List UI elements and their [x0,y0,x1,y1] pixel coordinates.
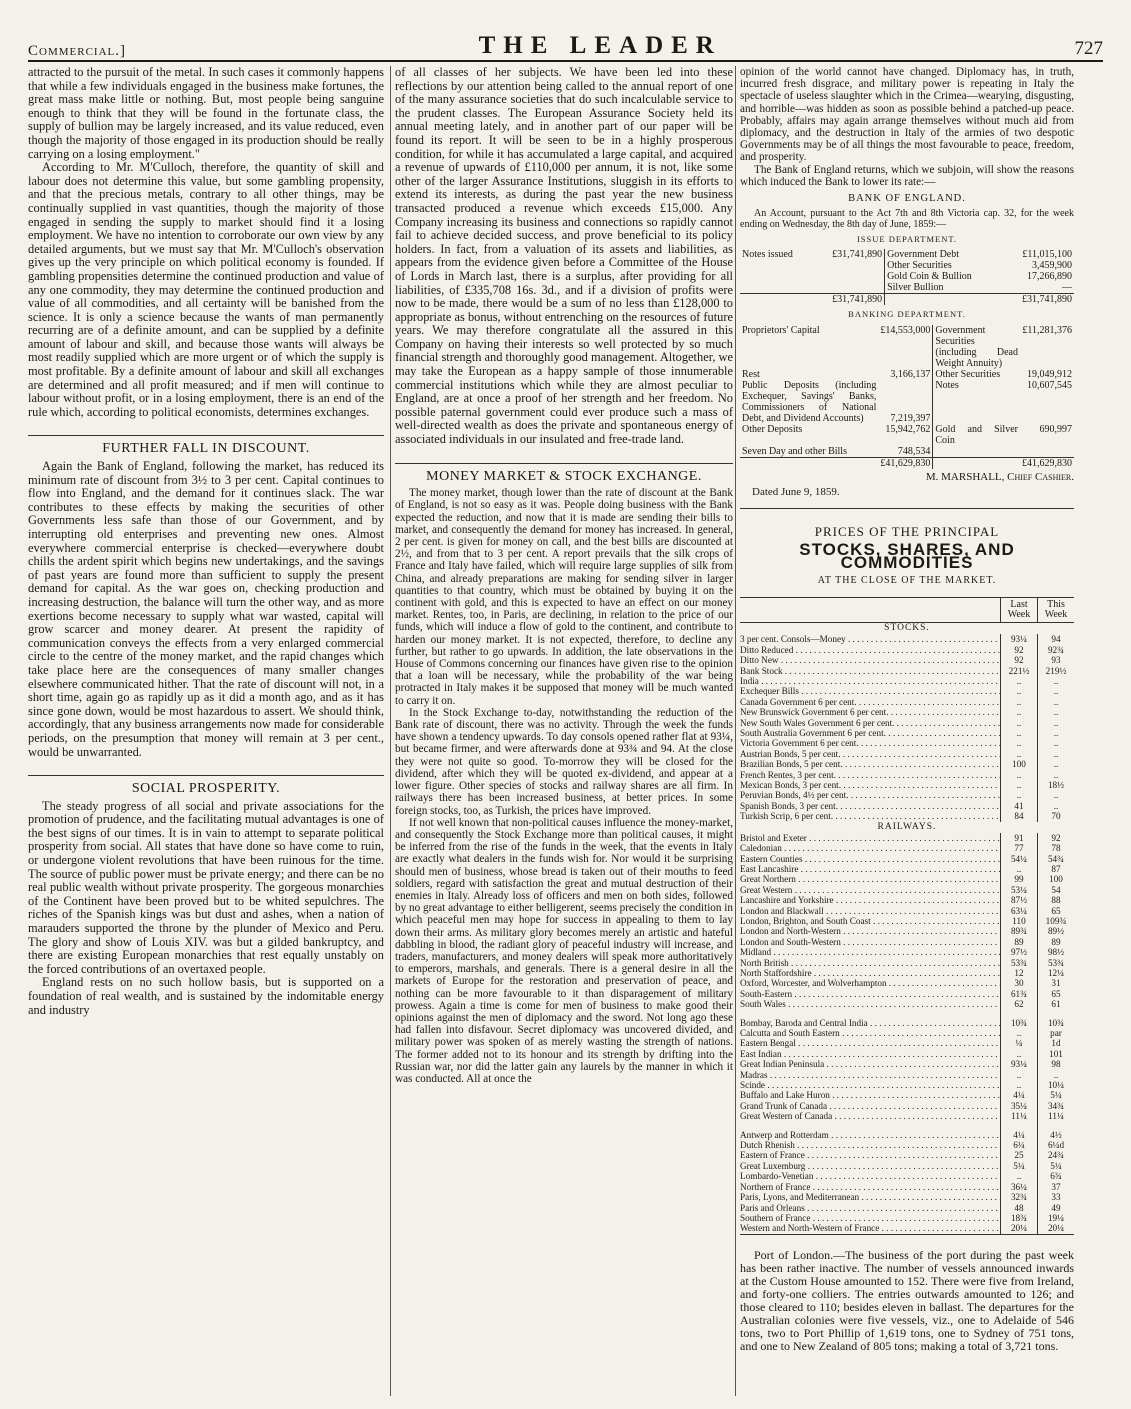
stock-name: French Rentes, 3 per cent. . . . [740,770,1000,780]
last-week-price: 4¼ [1000,1090,1037,1100]
last-week-price: .. [1000,790,1037,800]
last-week-price: .. [1000,676,1037,686]
last-week-price: 30 [1000,978,1037,988]
last-week-price: 84 [1000,811,1037,821]
issue-department-title: ISSUE DEPARTMENT. [856,233,958,244]
stock-row [740,676,1074,686]
issue-right-value: — [1062,282,1072,294]
heading-social-prosperity: SOCIAL PROSPERITY. [28,775,384,796]
bank-intro: An Account, pursuant to the Act 7th and 8th Victoria cap. 32, for the week ending on Wednesday, the 8th day of June, 1859:— [740,207,1074,230]
stock-name: London and South-Western . . . [740,937,1000,947]
section-label: Commercial.] [28,43,126,59]
banking-left-label: Public Deposits (including Exchequer, Savings' Banks, Commissioners of National Debt, and Dividend Accounts) [742,379,877,424]
last-week-price: 5¼ [1000,1161,1037,1171]
stock-row [740,790,1074,800]
last-week-price: .. [1000,697,1037,707]
railways-rows-colonial [740,1018,1074,1122]
stock-name: Southern of France . . . [740,1213,1000,1223]
paragraph: England rests on no such hollow basis, but is supported on a foundation of real wealth, and is sustained by the indomitable energy and industry [28,975,384,1017]
issue-right-label: Government Debt [885,249,1003,260]
stock-name: Grand Trunk of Canada . . . [740,1101,1000,1111]
last-week-price: 54¼ [1000,854,1037,864]
last-week-price: 20¼ [1000,1223,1037,1233]
banking-right-label: Notes [933,380,1020,424]
railways-group-title: RAILWAYS. [877,821,937,832]
stock-row [740,1070,1074,1080]
paragraph: According to Mr. M'Culloch, therefore, the quantity of skill and labour does not determine this value, but some gambling propensity, and that the precious metals, contrary to all other things, may be continually supplied in vast quantities, though the majority of those engaged in sending the supply to market should find it a losing employment. We have no intention to corroborate our own view by any detailed arguments, but we must say that Mr. M'Culloch's observation gives up the very principle on which political economy is founded. If gambling propensities determine the continued production and value of any one commodity, they may determine the continued production and value of all commodities, and all certainty will be banished from the science. It is only a science because the wants of man permanently recurring are of a definite amount, and can be supplied by a definite amount of labour and skill, and because those wants will always be most readily supplied which are more urgent or of which the supply is most profitable. By a definite amount of labour and skill all exchanges are determined and all profit measured; and if men will continue to labour without profit, or in a losing employment, there is an end of the rule which, according to political economists, determines exchanges. [28,160,384,419]
stock-row [740,655,1074,665]
column-2 [390,66,733,1396]
issue-total-left: £31,741,890 [813,294,885,306]
stock-row [740,895,1074,905]
this-week-price: .. [1037,770,1074,780]
this-week-price: 4½ [1037,1130,1074,1140]
last-week-price: 221½ [1000,666,1037,676]
banking-right-label: Government Securities (including Dead Weight Annuity) [933,325,1020,369]
masthead-title: THE LEADER [478,32,722,59]
stock-name: Great Indian Peninsula . . . [740,1059,1000,1069]
page-number: 727 [1074,38,1103,59]
stock-name: London and North-Western . . . [740,926,1000,936]
banking-left-value: 748,534 [897,445,931,457]
stock-name: Ditto Reduced . . . [740,645,1000,655]
stock-row [740,999,1074,1009]
last-week-price: ¼ [1000,1038,1037,1048]
last-week-price: 77 [1000,843,1037,853]
this-week-price: 92 [1037,833,1074,843]
stock-name: Bristol and Exeter . . . [740,833,1000,843]
stock-row [740,1150,1074,1160]
stock-name: India . . . [740,676,1000,686]
stock-row [740,697,1074,707]
stock-name: Buffalo and Lake Huron . . . [740,1090,1000,1100]
last-week-price: 99 [1000,874,1037,884]
this-week-price: 1d [1037,1038,1074,1048]
banking-left-value: 15,942,762 [885,423,931,435]
issue-total-right: £31,741,890 [1003,294,1074,306]
stock-name: Great Western . . . [740,885,1000,895]
stock-name: Lombardo-Venetian . . . [740,1171,1000,1181]
heading-money-market: MONEY MARKET & STOCK EXCHANGE. [395,463,733,484]
this-week-price: 92¾ [1037,645,1074,655]
notes-value: £31,741,890 [832,249,883,261]
stock-name: South Australia Government 6 per cent. . . . [740,728,1000,738]
stock-name: Antwerp and Rotterdam . . . [740,1130,1000,1140]
dated-line: Dated June 9, 1859. [752,486,840,499]
last-week-price: 110 [1000,916,1037,926]
this-week-price: 87 [1037,864,1074,874]
this-week-price: 18½ [1037,780,1074,790]
stock-row [740,634,1074,644]
issue-right-value: £11,015,100 [1022,249,1072,261]
this-week-price: 33 [1037,1192,1074,1202]
stock-name: Exchequer Bills . . . [740,686,1000,696]
heading-discount: FURTHER FALL IN DISCOUNT. [28,435,384,456]
stock-name: Calcutta and South Eastern . . . [740,1028,1000,1038]
paragraph: attracted to the pursuit of the metal. In such cases it commonly happens that while a few individuals engaged in the business make fortunes, the great mass make little or nothing. But, most people being sanguine enough to think that they will be found in the fortunate class, the supply of bullion may be largely increased, and its value reduced, even though the majority of those engaged in its production should be really carrying on a losing employment." [28,66,384,161]
issue-right-label: Other Securities [885,260,1003,271]
stock-name: London, Brighton, and South Coast . . . [740,916,1000,926]
stock-name: Austrian Bonds, 5 per cent. . . . [740,749,1000,759]
this-week-price: .. [1037,728,1074,738]
stock-name: London and Blackwall . . . [740,906,1000,916]
this-week-price: 6¾ [1037,1171,1074,1181]
last-week-price: 100 [1000,759,1037,769]
railways-rows-uk [740,833,1074,1010]
stock-name: Bank Stock . . . [740,666,1000,676]
this-week-price: 54¾ [1037,854,1074,864]
stock-row [740,759,1074,769]
this-week-price: 93 [1037,655,1074,665]
stock-row [740,1223,1074,1233]
last-week-price: 12 [1000,968,1037,978]
stock-name: Paris and Orleans . . . [740,1203,1000,1213]
stock-row [740,1090,1074,1100]
banking-left-label: Other Deposits [742,423,803,435]
stock-row [740,718,1074,728]
last-week-price: 91 [1000,833,1037,843]
last-week-price: 53¼ [1000,885,1037,895]
last-week-price: 48 [1000,1203,1037,1213]
stock-row [740,770,1074,780]
this-week-price: 5¼ [1037,1161,1074,1171]
stock-name: Madras . . . [740,1070,1000,1080]
banking-right-label: Gold and Silver Coin [933,424,1020,446]
banking-right-label: Other Securities [933,369,1020,380]
last-week-price: .. [1000,749,1037,759]
stock-row [740,1140,1074,1150]
banking-right-value: 10,607,545 [1027,379,1072,391]
stock-row [740,926,1074,936]
this-week-price: 70 [1037,811,1074,821]
last-week-price: 92 [1000,645,1037,655]
this-week-price: 6¼d [1037,1140,1074,1150]
this-week-price: 19¼ [1037,1213,1074,1223]
stock-name: North Staffordshire . . . [740,968,1000,978]
stock-row [740,1171,1074,1181]
column-1 [28,66,384,1396]
stock-name: North British . . . [740,958,1000,968]
stock-name: New Brunswick Government 6 per cent. . . . [740,707,1000,717]
banking-right-value: 690,997 [1039,423,1072,435]
this-week-price: 34¾ [1037,1101,1074,1111]
stock-row [740,833,1074,843]
this-week-price: 24¾ [1037,1150,1074,1160]
stock-row [740,1213,1074,1223]
last-week-price: .. [1000,1070,1037,1080]
last-week-price: 35¼ [1000,1101,1037,1111]
stock-row [740,864,1074,874]
stock-table [740,597,1074,1234]
this-week-price: .. [1037,1070,1074,1080]
stock-name: New South Wales Government 6 per cent. . . . [740,718,1000,728]
stock-row [740,1161,1074,1171]
this-week-price: 61 [1037,999,1074,1009]
stocks-title: STOCKS, SHARES, AND COMMODITIES [799,539,1015,573]
stock-row [740,666,1074,676]
stock-name: Brazilian Bonds, 5 per cent. . . . [740,759,1000,769]
last-week-price: .. [1000,1028,1037,1038]
banking-left-value: 7,219,397 [890,412,931,424]
column-3 [735,66,1074,1396]
banking-total-left: £41,629,830 [878,457,933,469]
stock-table-header [740,597,1074,623]
this-week-price: 89 [1037,937,1074,947]
last-week-price: .. [1000,686,1037,696]
paragraph: of all classes of her subjects. We have been led into these reflections by our attention being called to the annual report of one of the many assurance societies that do such incalculable service to the prudent classes. The European Assurance Society held its annual meeting lately, and in another part of our paper will be found its report. It will be seen to be in a highly prosperous condition, for while it has accumulated a large capital, and acquired a revenue of upwards of £110,000 per annum, it is not, like some other of the larger Assurance Institutions, sluggish in its efforts to extend its interests, as during the past year the new business transacted produced a revenue which exceeds £15,000. Any Company increasing its business and connections so rapidly cannot fail to achieve decided success, and prove beneficial to its policy holders. In fact, from a valuation of its assets and liabilities, as appears from the evidence given before a Committee of the House of Lords in March last, there is a surplus, after providing for all liabilities, of £335,708 16s. 3d., and if a division of profits were now to be made, there would be a sum of no less than £128,000 to appropriate as bonus, without entrenching on the resources of future years. We may therefore congratulate all the assured in this Company on having their interests so well protected by so much financial strength and thoroughly good management. Altogether, we may take the European as a happy sample of those innumerable commercial institutions which while they are almost peculiar to England, are at once a proof of her strength and her freedom. No possible paternal government could ever produce such a mass of well-directed wealth as does the private and spontaneous energy of associated individuals in our insulated and free-trade land. [395,66,733,447]
issue-right-label: Gold Coin & Bullion [885,271,1003,282]
railways-rows-foreign [740,1130,1074,1234]
last-week-price: 25 [1000,1150,1037,1160]
last-week-price: .. [1000,1080,1037,1090]
banking-department-table [740,325,1074,469]
banking-right-value: £11,281,376 [1022,324,1072,336]
stock-row [740,885,1074,895]
last-week-price: 62 [1000,999,1037,1009]
stock-row [740,1111,1074,1121]
stock-name: Dutch Rhenish . . . [740,1140,1000,1150]
last-week-price: 93¼ [1000,634,1037,644]
last-week-price: 63¼ [1000,906,1037,916]
stock-name: Eastern of France . . . [740,1150,1000,1160]
stock-row [740,1101,1074,1111]
stock-row [740,1028,1074,1038]
stock-name: Victoria Government 6 per cent. . . . [740,738,1000,748]
this-week-price: 101 [1037,1049,1074,1059]
stock-name: East Indian . . . [740,1049,1000,1059]
stock-row [740,645,1074,655]
stock-row [740,1059,1074,1069]
last-week-price: 6¼ [1000,1140,1037,1150]
last-week-price: 36¼ [1000,1182,1037,1192]
notes-label: Notes issued [742,249,793,261]
last-week-price: .. [1000,707,1037,717]
paragraph: Again the Bank of England, following the market, has reduced its minimum rate of discount from 3½ to 3 per cent. Capital continues to flow into England, and the demand for it continues slack. The war contributes to these effects by making the securities of other Governments less safe than those of our Government, and by interrupting old enterprises and preventing new ones. Almost everywhere commercial enterprise is checked—everywhere doubt chills the ardent spirit which begins new undertakings, and the savings of past years are found more than sufficient to supply the present demand for capital. As the war goes on, checking production and increasing destruction, the balance will turn the other way, and as more exertions become necessary to supply what war wasted, capital will grow scarcer and money dearer. At present the rapidity of communication conveys the effects from a very enlarged commercial circle to the centre of the money market, and the rapid changes which take place here are the consequences of many smaller changes elsewhere communicated hither. That the rate of discount will not, in a short time, again go as rapidly up as it did a month ago, and as it has since gone down, would be most hazardous to assert. We should think, accordingly, that any business arrangements now made for considerable periods, on the presumption that money will remain at 3 per cent., would be unwarranted. [28,459,384,759]
this-week-price: 98½ [1037,947,1074,957]
stock-row [740,978,1074,988]
stock-row [740,843,1074,853]
this-week-price: 31 [1037,978,1074,988]
this-week-price: 10¼ [1037,1080,1074,1090]
this-week-price: 12¼ [1037,968,1074,978]
last-week-price: .. [1000,1171,1037,1181]
banking-department-title: BANKING DEPARTMENT. [848,309,966,320]
paragraph: The Bank of England returns, which we subjoin, will show the reasons which induced the Bank to lower its rate:— [740,163,1074,188]
stock-row [740,738,1074,748]
last-week-price: 89 [1000,937,1037,947]
page-header [28,30,1103,62]
stock-name: Eastern Bengal . . . [740,1038,1000,1048]
last-week-price: 97½ [1000,947,1037,957]
this-week-header: This Week [1037,598,1074,622]
last-week-price: 53¾ [1000,958,1037,968]
cashier-signature: M. MARSHALL, Chief Cashier. [925,470,1074,483]
stock-row [740,968,1074,978]
this-week-price: 65 [1037,906,1074,916]
stock-name: Mexican Bonds, 3 per cent. . . . [740,780,1000,790]
this-week-price: 11¼ [1037,1111,1074,1121]
close-of-market-title: AT THE CLOSE OF THE MARKET. [817,574,997,586]
banking-total-right: £41,629,830 [1020,457,1074,469]
this-week-price: 49 [1037,1203,1074,1213]
issue-right-value: 3,459,900 [1032,260,1072,272]
this-week-price: 78 [1037,843,1074,853]
this-week-price: 88 [1037,895,1074,905]
stock-row [740,937,1074,947]
this-week-price: .. [1037,686,1074,696]
stock-row [740,749,1074,759]
last-week-price: 87½ [1000,895,1037,905]
stock-row [740,780,1074,790]
last-week-price: .. [1000,718,1037,728]
stock-row [740,958,1074,968]
stocks-group-title: STOCKS. [884,623,930,634]
this-week-price: .. [1037,759,1074,769]
stock-row [740,1182,1074,1192]
bank-title: BANK OF ENGLAND. [848,193,966,205]
paragraph: opinion of the world cannot have changed. Diplomacy has, in truth, incurred fresh disgrace, and military power is repeating in Italy the spectacle of useless slaughter which in the Crimea—wearying, disgusting, and horrible—was hidden as soon as possible behind a patched-up peace. Probably, affairs may again arrange themselves without much aid from diplomacy, and the destruction in Italy of the armies of two despotic Governments may be of all things the most favourable to peace, freedom, and prosperity. [740,66,1074,164]
stock-row [740,916,1074,926]
last-week-header: Last Week [1000,598,1037,622]
this-week-price: 54 [1037,885,1074,895]
last-week-price: 32¾ [1000,1192,1037,1202]
stock-name: Western and North-Western of France . . . [740,1223,1000,1233]
last-week-price: .. [1000,780,1037,790]
stocks-rows [740,634,1074,821]
this-week-price: .. [1037,801,1074,811]
stock-name: Caledonian . . . [740,843,1000,853]
banking-left-label: Seven Day and other Bills [742,445,847,457]
last-week-price: .. [1000,738,1037,748]
this-week-price: .. [1037,707,1074,717]
this-week-price: 53¾ [1037,958,1074,968]
last-week-price: 4¼ [1000,1130,1037,1140]
stock-row [740,1130,1074,1140]
stock-name: Midland . . . [740,947,1000,957]
stock-name: Turkish Scrip, 6 per cent. . . . [740,811,1000,821]
last-week-price: 10¾ [1000,1018,1037,1028]
this-week-price: 100 [1037,874,1074,884]
last-week-price: .. [1000,728,1037,738]
stock-name: Scinde . . . [740,1080,1000,1090]
last-week-price: 93¼ [1000,1059,1037,1069]
stock-row [740,1038,1074,1048]
this-week-price: .. [1037,738,1074,748]
this-week-price: 89½ [1037,926,1074,936]
stock-name: Lancashire and Yorkshire . . . [740,895,1000,905]
issue-right-label: Silver Bullion [885,282,1003,294]
this-week-price: 10¾ [1037,1018,1074,1028]
stock-row [740,947,1074,957]
paragraph-port-of-london: Port of London.—The business of the port during the past week has been rather inactive. The number of vessels announced inwards at the Custom House amounted to 152. There were five from Ireland, and forty-one colliers. The entries outwards amounted to 126; and those cleared to 110; besides eleven in ballast. The departures for the Australian colonies were five vessels, viz., one to Adelaide of 546 tons, two to Port Phillip of 1,619 tons, one to Sydney of 751 tons, and one to New Zealand of 805 tons; making a total of 3,721 tons. [740,1247,1074,1353]
stock-row [740,707,1074,717]
stock-name: East Lancashire . . . [740,864,1000,874]
stock-name: Eastern Counties . . . [740,854,1000,864]
stock-name: Bombay, Baroda and Central India . . . [740,1018,1000,1028]
last-week-price: .. [1000,864,1037,874]
last-week-price: 92 [1000,655,1037,665]
stock-name: Peruvian Bonds, 4½ per cent. . . . [740,790,1000,800]
this-week-price: 219½ [1037,666,1074,676]
this-week-price: .. [1037,749,1074,759]
this-week-price: .. [1037,676,1074,686]
stock-name: Great Western of Canada . . . [740,1111,1000,1121]
this-week-price: 98 [1037,1059,1074,1069]
stock-row [740,1203,1074,1213]
stock-name: Ditto New . . . [740,655,1000,665]
last-week-price: 61¾ [1000,989,1037,999]
banking-left-label: Proprietors' Capital [742,324,820,336]
last-week-price: 18¾ [1000,1213,1037,1223]
stock-name: Paris, Lyons, and Mediterranean . . . [740,1192,1000,1202]
stock-row [740,874,1074,884]
stock-row [740,728,1074,738]
stock-row [740,686,1074,696]
paragraph: If not well known that non-political causes influence the money-market, and consequently the Stock Exchange more than political causes, it might be inferred from the rise of the funds in the week, that the events in Italy are exactly what dealers in the funds wish for. Nor would it be surprising should men of business, whose bread is taken out of their mouths to feed soldiers, regard with satisfaction the great and mutual destruction of their enemies in Italy. Already loss of officers and men on both sides, followed by no great advantage to either belligerent, seems precisely the condition in which peaceful men may hope for success in appealing to them to lay down their arms. As military glory becomes merely an artistic and hateful dabbling in blood, the radiant glory of peaceful industry will increase, and traders, manufacturers, and money dealers will speak more authoritatively to emperors, marshals, and generals. There is a general desire in all the markets of Europe for the restoration and preservation of peace, and nothing can be more favourable to it than disparagement of military prowess. Again a time is come for men of business to make good their opinions against the men of diplomacy and the sword. Not long ago these had fallen into disfavour. Secret diplomacy was uncovered divided, and military power was spoken of as merely wasting the strength of nations. The former added not to its honour and its strength by drifting into the Russian war, nor did the latter gain any laurels by the manner in which it was conducted. All at once the [395,816,733,1085]
stock-row [740,811,1074,821]
last-week-price: 11¼ [1000,1111,1037,1121]
banking-right-value: 19,049,912 [1027,368,1072,380]
stock-name: Great Northern . . . [740,874,1000,884]
stock-name: Great Luxemburg . . . [740,1161,1000,1171]
this-week-price: .. [1037,697,1074,707]
banking-left-value: 3,166,137 [890,368,931,380]
this-week-price: 20¼ [1037,1223,1074,1233]
paragraph: The steady progress of all social and private associations for the promotion of prudence, and the facilitating mutual advantages is one of the best signs of our times. It is in vain to attempt to separate political prosperity from social. All states that have done so have come to ruin, or undergone violent revolutions that have been ruinous for the time. The source of public power must be private energy; and there can be no real public wealth without private prosperity. The gorgeous monarchies of the Continent have been proved but to be whited sepulchres. The riches of the Spanish kings was but dust and ashes, when a nation of marauders supported the throne by the plunder of Mexico and Peru. The glory and show of Louis XIV. was but a gilded bankruptcy, and there are existing European monarchies that rest equally unstably on the forced contributions of an overtaxed people. [28,798,384,976]
stock-name: 3 per cent. Consols—Money . . . [740,634,1000,644]
last-week-price: 41 [1000,801,1037,811]
stock-row [740,1049,1074,1059]
stock-row [740,801,1074,811]
stock-row [740,906,1074,916]
this-week-price: 94 [1037,634,1074,644]
this-week-price: 5¼ [1037,1090,1074,1100]
this-week-price: .. [1037,790,1074,800]
prices-title: PRICES OF THE PRINCIPAL [740,508,1074,539]
this-week-price: 109¾ [1037,916,1074,926]
stock-name: Oxford, Worcester, and Wolverhampton . . . [740,978,1000,988]
issue-department-table [740,249,1074,305]
issue-right-value: 17,266,890 [1027,271,1072,283]
banking-left-label: Rest [742,368,760,380]
banking-left-value: £14,553,000 [880,324,931,336]
stock-name: South-Eastern . . . [740,989,1000,999]
this-week-price: .. [1037,718,1074,728]
this-week-price: 37 [1037,1182,1074,1192]
stock-name: Spanish Bonds, 3 per cent. . . . [740,801,1000,811]
stock-row [740,1018,1074,1028]
stock-row [740,989,1074,999]
this-week-price: par [1037,1028,1074,1038]
paragraph: The money market, though lower than the rate of discount at the Bank of England, is not so easy as it was. People doing business with the Bank expected the reduction, and now that it is made are sending their bills to market, and consequently the demand for money has increased. In general, 2 per cent. is given for money on call, and the best bills are discounted at 2½, and from that to 3 per cent. A report prevails that the silk crops of France and Italy have failed, which will require large supplies of silk from China, and already preparations are making for sending silver in larger quantities to that country, which must be obtained by buying it on the continent with gold, and this is expected to have an effect on our money market. Rentes, too, in Paris, are declining, in relation to the price of our funds, which will induce a flow of gold to the continent, and contribute to harden our money market. It is not expected, therefore, to decline any further, but rather to go upwards. In addition, the late observations in the House of Commons concerning our finances have given rise to the opinion that a loan will be necessary, while the probability of the war being protracted in Italy makes it be supposed that money will be much wanted to carry it on. [395,487,733,707]
stock-row [740,854,1074,864]
stock-name: Canada Government 6 per cent. . . . [740,697,1000,707]
last-week-price: .. [1000,770,1037,780]
stock-row [740,1192,1074,1202]
stock-name: Northern of France . . . [740,1182,1000,1192]
stock-name: South Wales . . . [740,999,1000,1009]
last-week-price: 89¾ [1000,926,1037,936]
paragraph: In the Stock Exchange to-day, notwithstanding the reduction of the Bank rate of discount, there was no activity. Through the week the funds have shown a tendency upwards. To day consols opened rather flat at 93¼, but became firmer, and were afterwards done at 93¾ and 94. At the close they were not quite so good. To-morrow they will be closed for the dividend, after which they will be quoted ex-dividend, and appear at a lower figure. Other species of stocks and railway shares are all firm. In railways there has been increased business, at better prices. In some foreign stocks, too, as Turkish, the prices have improved. [395,706,733,817]
last-week-price: .. [1000,1049,1037,1059]
this-week-price: 65 [1037,989,1074,999]
stock-row [740,1080,1074,1090]
